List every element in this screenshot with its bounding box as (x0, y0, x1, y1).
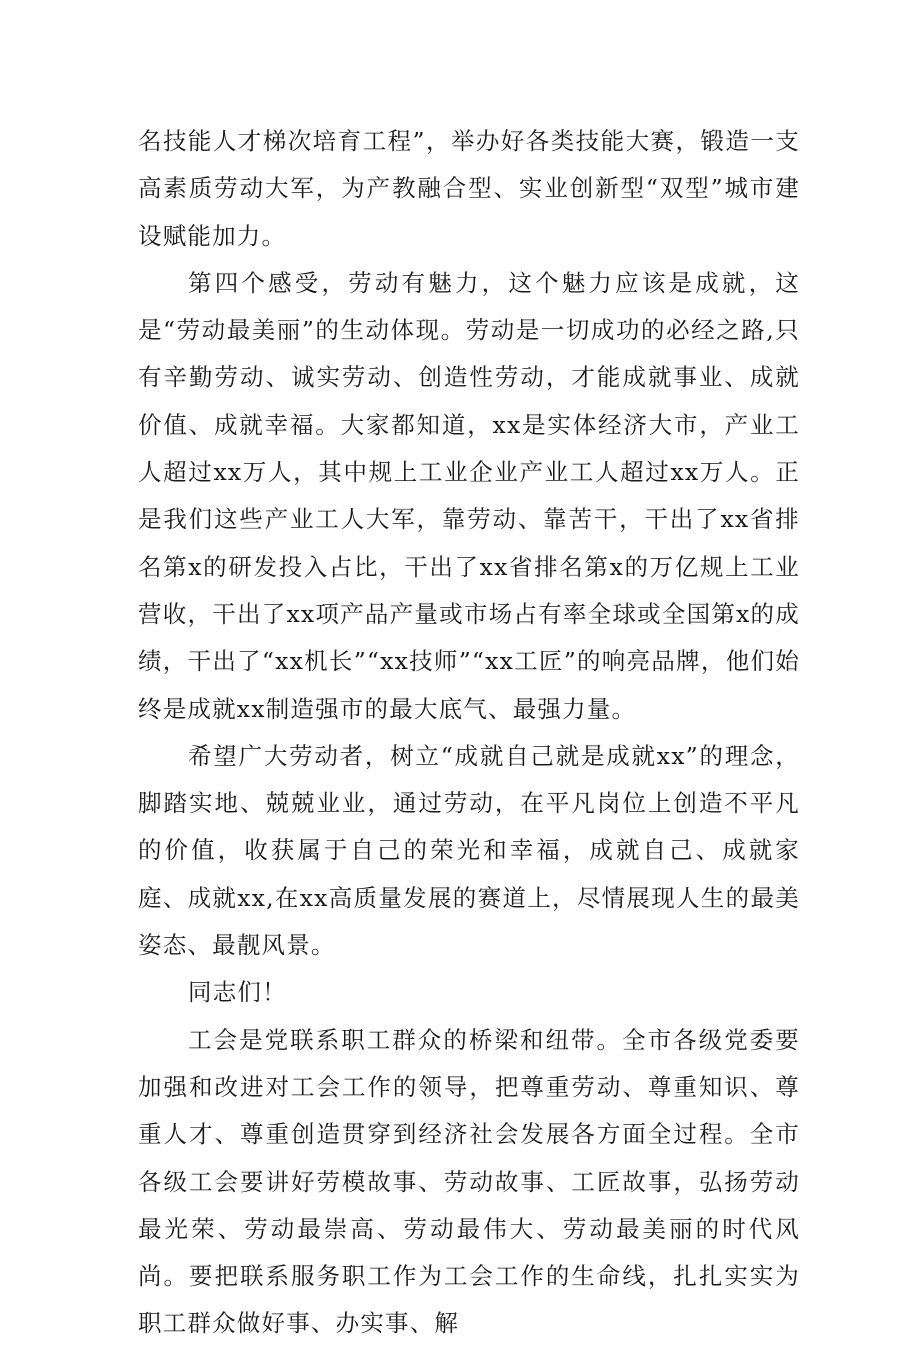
paragraph-2: 第四个感受，劳动有魅力，这个魅力应该是成就，这是“劳动最美丽”的生动体现。劳动是一切成功的必经之路,只有辛勤劳动、诚实劳动、创造性劳动，才能成就事业、成就价值、成就幸福。大家都知道，xx是实体经济大市，产业工人超过xx万人，其中规上工业企业产业工人超过xx万人。正是我们这些产业工人大军，靠劳动、靠苦干，干出了xx省排名第x的研发投入占比，干出了xx省排名第x的万亿规上工业营收，干出了xx项产品产量或市场占有率全球或全国第x的成绩，干出了“xx机长”“xx技师”“xx工匠”的响亮品牌，他们始终是成就xx制造强市的最大底气、最强力量。 (138, 268, 800, 723)
document-body (138, 118, 800, 1348)
paragraph-5: 工会是党联系职工群众的桥梁和纽带。全市各级党委要加强和改进对工会工作的领导，把尊重劳动、尊重知识、尊重人才、尊重创造贯穿到经济社会发展各方面全过程。全市各级工会要讲好劳模故事、劳动故事、工匠故事，弘扬劳动最光荣、劳动最崇高、劳动最伟大、劳动最美丽的时代风尚。要把联系服务职工作为工会工作的生命线，扎扎实实为职工群众做好事、办实事、解 (138, 1025, 800, 1338)
paragraph-4: 同志们！ (188, 978, 287, 1007)
paragraph-3: 希望广大劳动者，树立“成就自己就是成就xx”的理念，脚踏实地、兢兢业业，通过劳动，在平凡岗位上创造不平凡的价值，收获属于自己的荣光和幸福，成就自己、成就家庭、成就xx,在xx高质量发展的赛道上，尽情展现人生的最美姿态、最靓风景。 (138, 741, 800, 960)
paragraph-1: 名技能人才梯次培育工程”，举办好各类技能大赛，锻造一支高素质劳动大军，为产教融合型、实业创新型“双型”城市建设赋能加力。 (138, 127, 800, 250)
